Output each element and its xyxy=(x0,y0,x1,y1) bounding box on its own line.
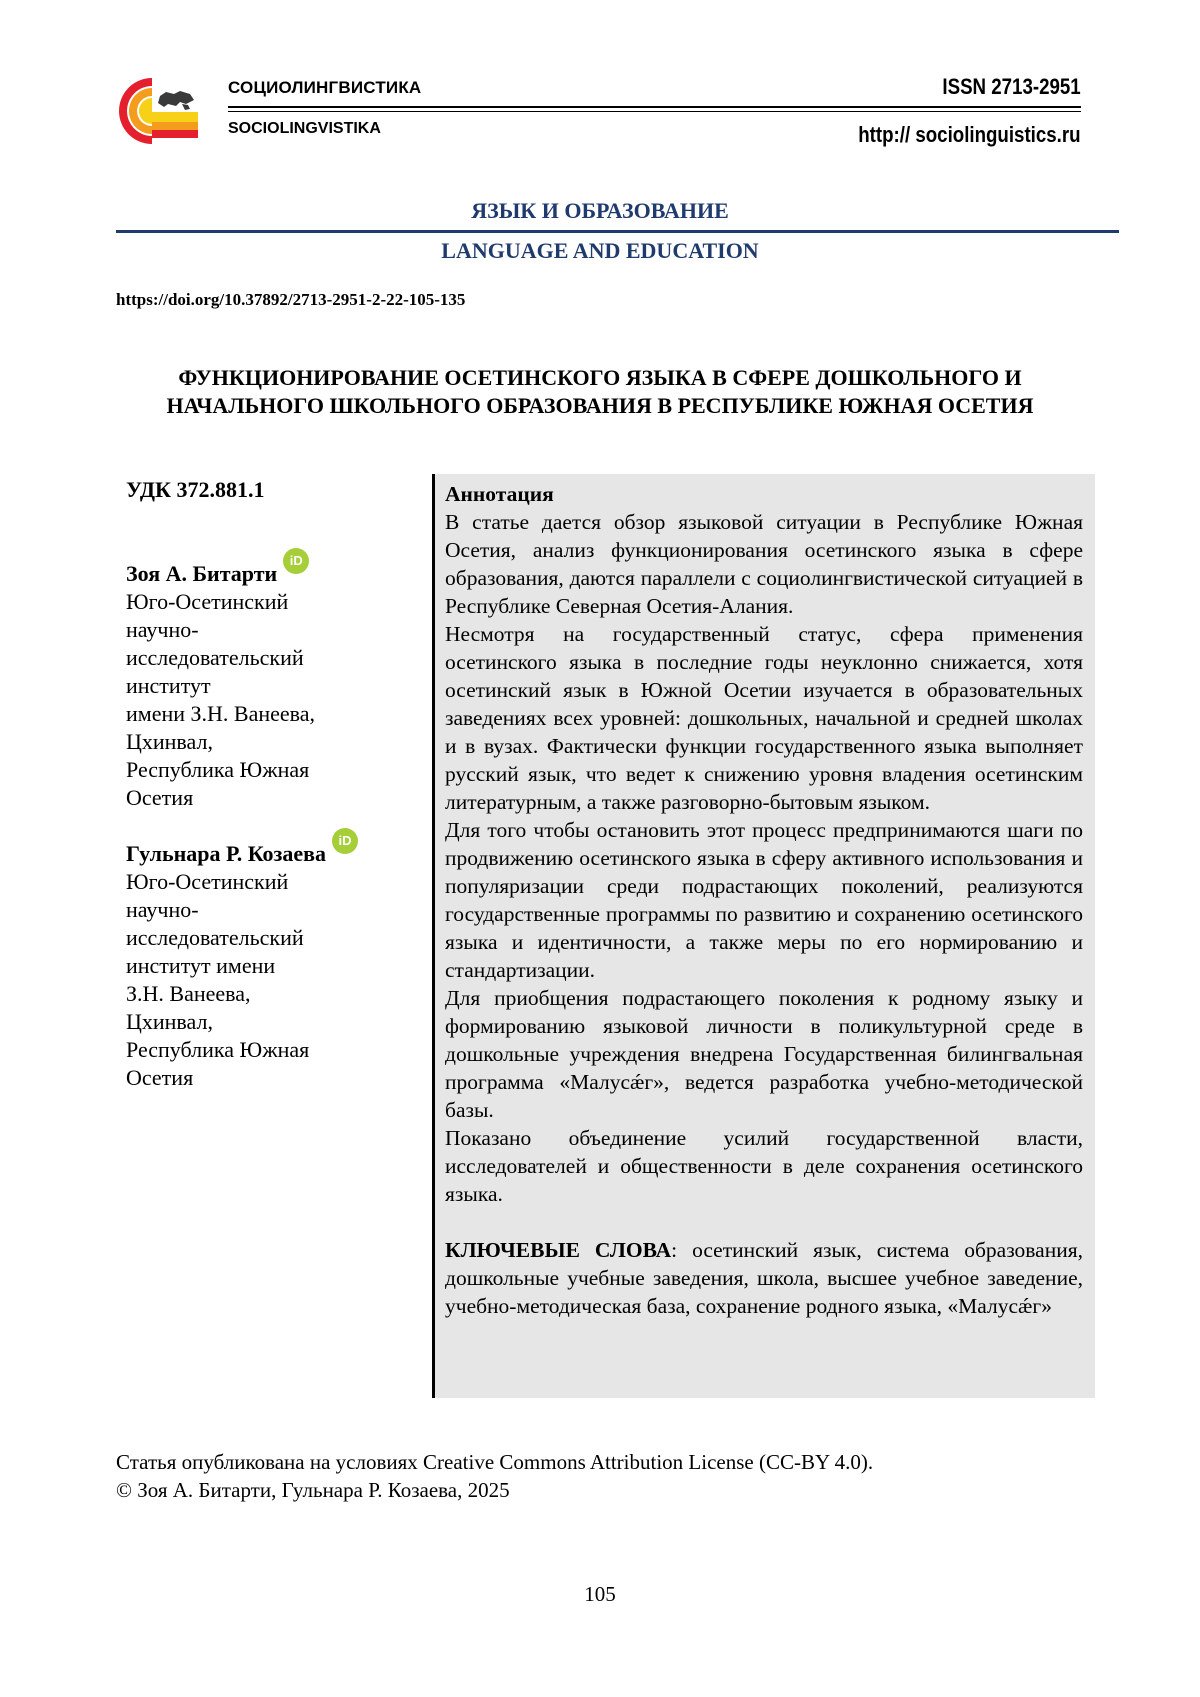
journal-logo xyxy=(108,74,208,148)
author-name xyxy=(126,553,303,588)
affiliation-line: имени З.Н. Ванеева, xyxy=(126,701,316,726)
affiliation-line: Юго-Осетинский xyxy=(126,589,289,614)
license-text: Статья опубликована на условиях Creative Commons Attribution License (CC-BY 4.0). xyxy=(116,1450,874,1474)
copyright-text: © Зоя А. Битарти, Гульнара Р. Козаева, 2025 xyxy=(116,1478,510,1502)
issn: ISSN 2713-2951 xyxy=(942,74,1081,99)
orcid-icon[interactable]: iD xyxy=(283,548,309,574)
udk-code: УДК 372.881.1 xyxy=(126,477,265,502)
abstract-box xyxy=(432,474,1095,1398)
affiliation-line: Цхинвал, xyxy=(126,729,213,754)
affiliation-line: исследовательский xyxy=(126,645,304,670)
journal-url[interactable]: http:// sociolinguistics.ru xyxy=(858,122,1081,147)
author-2 xyxy=(126,833,396,1092)
affiliation-line: научно- xyxy=(126,617,199,642)
affiliation-line: институт имени xyxy=(126,953,276,978)
author-column xyxy=(126,476,396,1092)
affiliation-line: научно- xyxy=(126,897,199,922)
keywords xyxy=(445,1236,1083,1320)
logo-graphic xyxy=(108,74,208,148)
abstract-paragraph: Для приобщения подрастающего поколения к родному языку и формированию языковой личности в поликультурной среде в дошкольные учреждения внедрена Государственная билингвальная программа «Малусǽг», ведется разработка учебно-методической базы. xyxy=(445,986,1083,1122)
affiliation-line: институт xyxy=(126,673,211,698)
orcid-icon[interactable]: iD xyxy=(332,828,358,854)
author-name-text: Зоя А. Битарти xyxy=(126,561,278,586)
page-number: 105 xyxy=(584,1582,616,1606)
abstract-paragraph: Несмотря на государственный статус, сфера применения осетинского языка в последние годы неуклонно снижается, хотя осетинский язык в Южной Осетии изучается в образовательных заведениях всех уровней: дошкольных, начальной и средней школах и в вузах. Фактически функции государственного языка выполняет русский язык, что ведет к снижению уровня владения осетинским литературным, а также разговорно-бытовым языком. xyxy=(445,622,1083,814)
affiliation-line: Цхинвал, xyxy=(126,1009,213,1034)
article-title: ФУНКЦИОНИРОВАНИЕ ОСЕТИНСКОГО ЯЗЫКА В СФЕРЕ ДОШКОЛЬНОГО И НАЧАЛЬНОГО ШКОЛЬНОГО ОБРАЗОВАНИЯ В РЕСПУБЛИКЕ ЮЖНАЯ ОСЕТИЯ xyxy=(166,365,1034,418)
author-name-text: Гульнара Р. Козаева xyxy=(126,841,327,866)
affiliation-line: Осетия xyxy=(126,785,194,810)
keywords-text: : осетинский язык, система образования, дошкольные учебные заведения, школа, высшее учебное заведение, учебно-методическая база, сохранение родного языка, «Малусǽг» xyxy=(445,1238,1083,1318)
author-name xyxy=(126,833,352,868)
affiliation-line: З.Н. Ванеева, xyxy=(126,981,251,1006)
affiliation-line: исследовательский xyxy=(126,925,304,950)
affiliation-line: Республика Южная xyxy=(126,1037,310,1062)
affiliation-line: Осетия xyxy=(126,1065,194,1090)
header-rule xyxy=(228,106,1081,112)
affiliation-line: Юго-Осетинский xyxy=(126,869,289,894)
section-title-ru: ЯЗЫК И ОБРАЗОВАНИЕ xyxy=(471,198,729,223)
abstract-paragraph: В статье дается обзор языковой ситуации в Республике Южная Осетия, анализ функционирования осетинского языка в сфере образования, даются параллели с социолингвистической ситуацией в Республике Северная Осетия-Алания. xyxy=(445,510,1083,618)
abstract-paragraph: Показано объединение усилий государственной власти, исследователей и общественности в деле сохранения осетинского языка. xyxy=(445,1126,1083,1206)
abstract-paragraph: Для того чтобы остановить этот процесс предпринимаются шаги по продвижению осетинского языка в сферу активного использования и популяризации среди подрастающих поколений, реализуются государственные программы по развитию и сохранению осетинского языка и идентичности, а также меры по его нормированию и стандартизации. xyxy=(445,818,1083,982)
affiliation-line: Республика Южная xyxy=(126,757,310,782)
keywords-label: КЛЮЧЕВЫЕ СЛОВА xyxy=(445,1238,672,1262)
abstract-heading: Аннотация xyxy=(445,482,554,506)
journal-name-en: SOCIOLINGVISTIKA xyxy=(228,120,381,137)
license-block xyxy=(116,1448,873,1504)
abstract-content xyxy=(445,480,1083,1320)
journal-name-ru: СОЦИОЛИНГВИСТИКА xyxy=(228,78,422,97)
author-1 xyxy=(126,553,396,812)
section-divider xyxy=(116,230,1119,233)
doi-link[interactable]: https://doi.org/10.37892/2713-2951-2-22-105-135 xyxy=(116,290,466,309)
section-title-en: LANGUAGE AND EDUCATION xyxy=(441,238,759,263)
